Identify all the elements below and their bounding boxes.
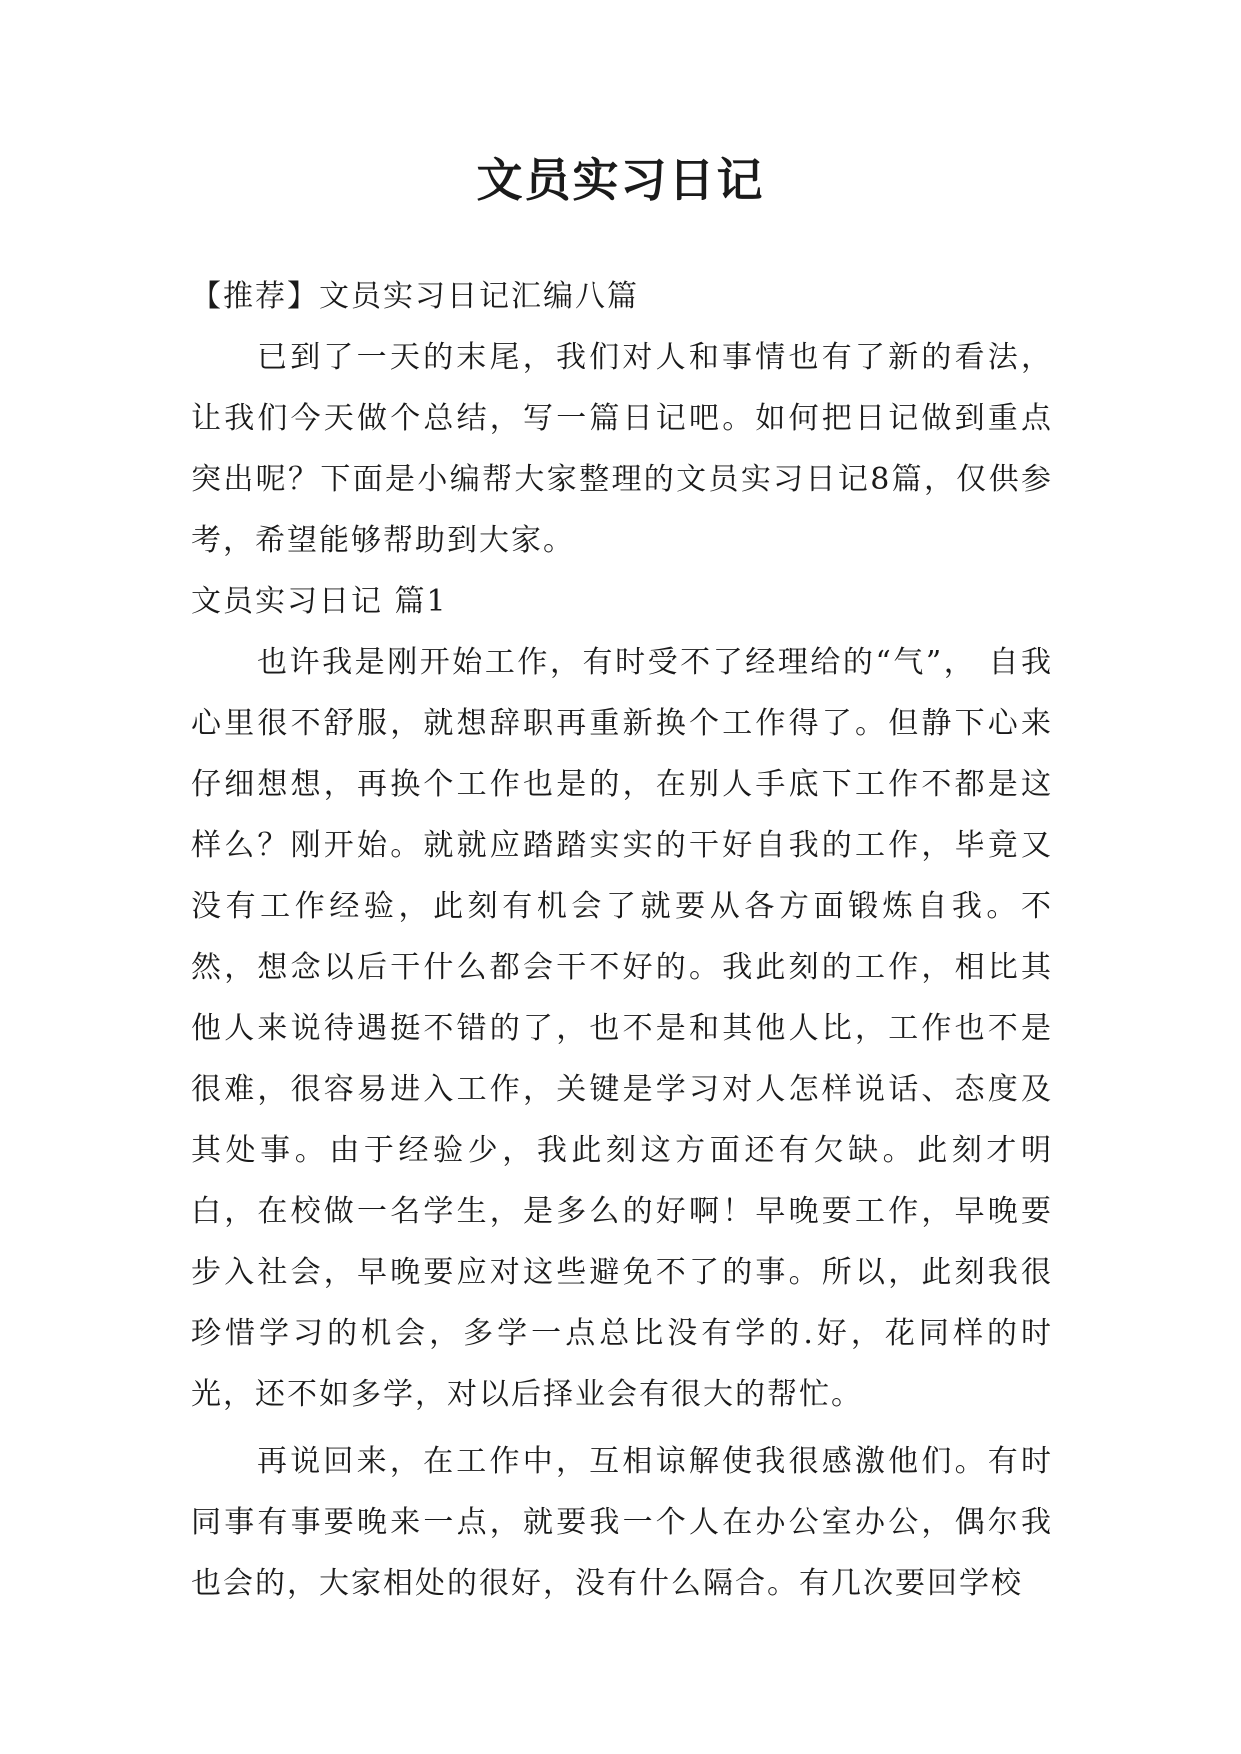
document-body — [191, 266, 1053, 1614]
intro-paragraph: 已到了一天的末尾，我们对人和事情也有了新的看法，让我们今天做个总结，写一篇日记吧。如何把日记做到重点突出呢？下面是小编帮大家整理的文员实习日记8篇，仅供参考，希望能够帮助到大家。 — [191, 340, 1053, 558]
document-title: 文员实习日记 — [476, 153, 765, 207]
body-paragraph-1: 也许我是刚开始工作，有时受不了经理给的“气”， 自我心里很不舒服，就想辞职再重新换个工作得了。但静下心来仔细想想，再换个工作也是的，在别人手底下工作不都是这样么？刚开始。就就应踏踏实实的干好自我的工作，毕竟又没有工作经验，此刻有机会了就要从各方面锻炼自我。不然，想念以后干什么都会干不好的。我此刻的工作，相比其他人来说待遇挺不错的了，也不是和其他人比，工作也不是很难，很容易进入工作，关键是学习对人怎样说话、态度及其处事。由于经验少，我此刻这方面还有欠缺。此刻才明白，在校做一名学生，是多么的好啊！早晚要工作，早晚要步入社会，早晚要应对这些避免不了的事。所以，此刻我很珍惜学习的机会，多学一点总比没有学的.好，花同样的时光，还不如多学，对以后择业会有很大的帮忙。 — [191, 645, 1053, 1412]
body-paragraph-2: 再说回来，在工作中，互相谅解使我很感激他们。有时同事有事要晚来一点，就要我一个人在办公室办公，偶尔我也会的，大家相处的很好，没有什么隔合。有几次要回学校 — [191, 1444, 1053, 1601]
document-subtitle: 【推荐】文员实习日记汇编八篇 — [191, 279, 639, 314]
section-heading: 文员实习日记 篇1 — [191, 584, 448, 619]
